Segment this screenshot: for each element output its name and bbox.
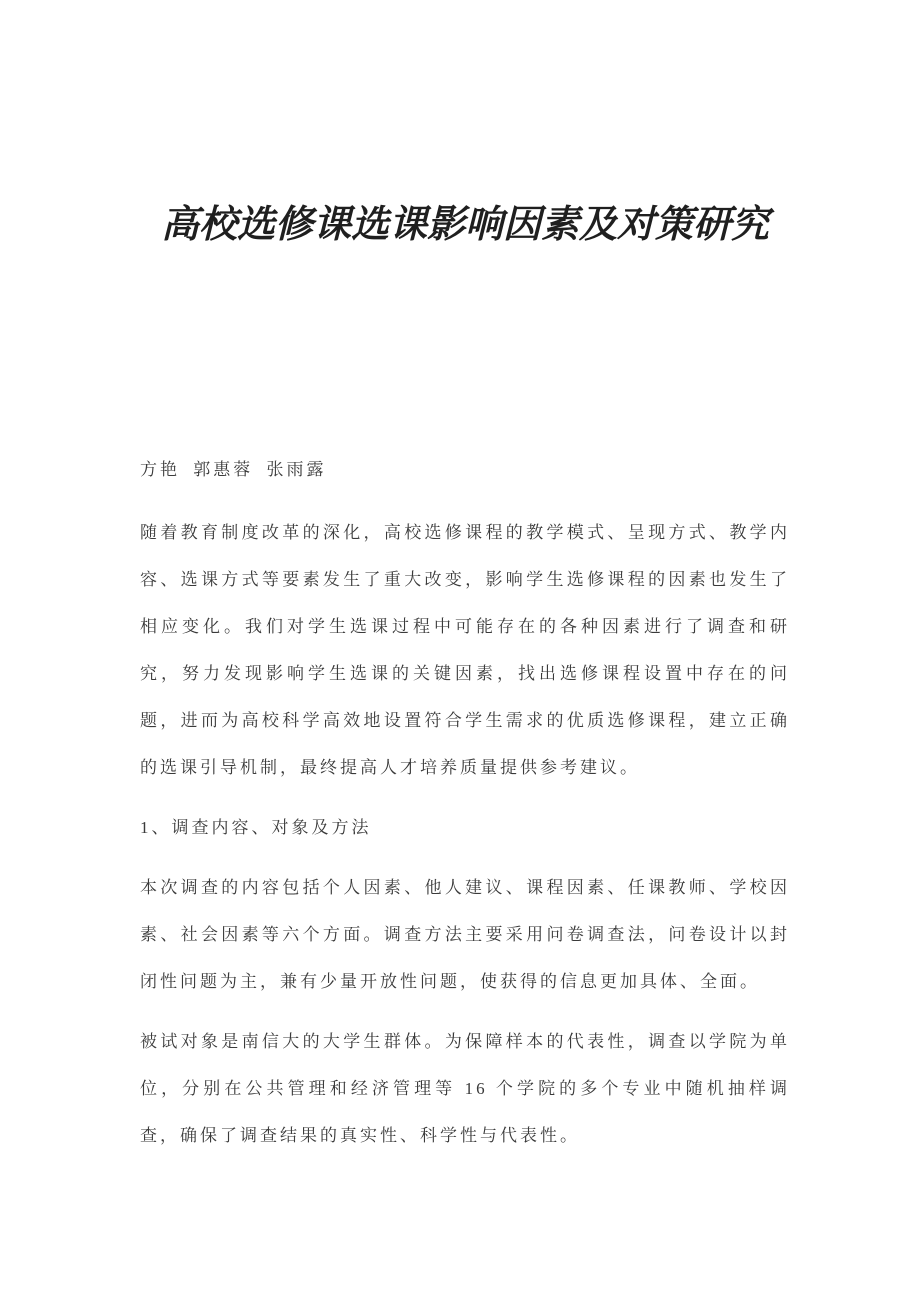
document-content [0,196,920,1159]
section-1-paragraph-1: 本次调查的内容包括个人因素、他人建议、课程因素、任课教师、学校因素、社会因素等六个方面。调查方法主要采用问卷调查法，问卷设计以封闭性问题为主，兼有少量开放性问题，使获得的信息更加具体、全面。 [140,878,790,991]
section-1-paragraph-2: 被试对象是南信大的大学生群体。为保障样本的代表性，调查以学院为单位，分别在公共管理和经济管理等 16 个学院的多个专业中随机抽样调查，确保了调查结果的真实性、科学性与代表性。 [140,1032,790,1145]
section-1-heading: 1、调查内容、对象及方法 [140,818,372,837]
intro-paragraph: 随着教育制度改革的深化，高校选修课程的教学模式、呈现方式、教学内容、选课方式等要素发生了重大改变，影响学生选修课程的因素也发生了相应变化。我们对学生选课过程中可能存在的各种因素进行了调查和研究，努力发现影响学生选课的关键因素，找出选修课程设置中存在的问题，进而为高校科学高效地设置符合学生需求的优质选修课程，建立正确的选课引导机制，最终提高人才培养质量提供参考建议。 [140,523,790,777]
document-title: 高校选修课选课影响因素及对策研究 [160,204,769,246]
authors-byline: 方艳 郭惠蓉 张雨露 [140,460,327,479]
